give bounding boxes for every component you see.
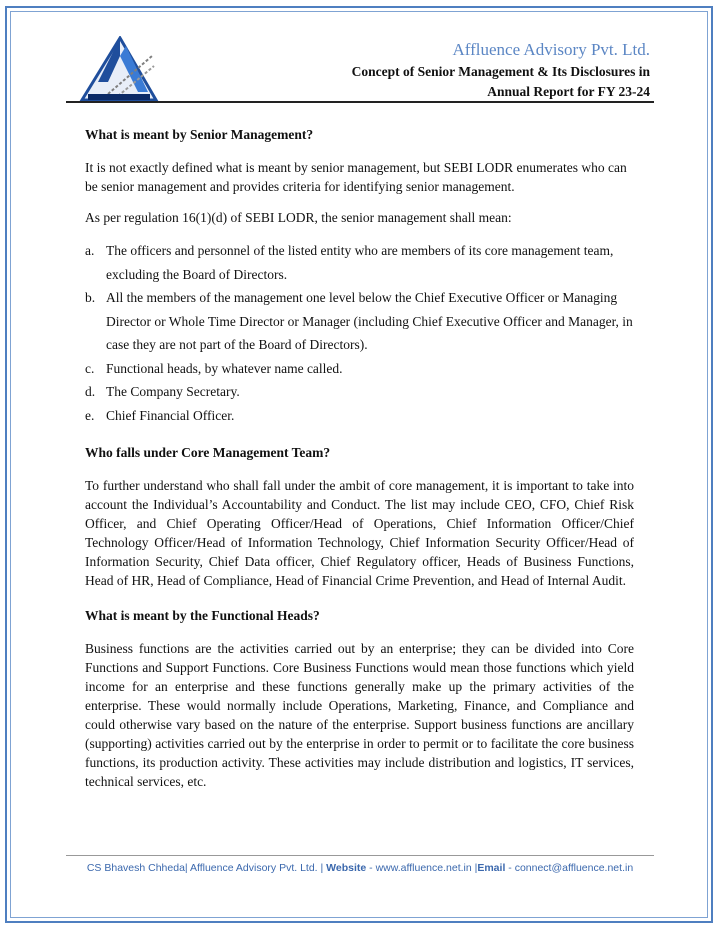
paragraph-intro: It is not exactly defined what is meant by senior management, but SEBI LODR enumerates who can be senior management and provides criteria for identifying senior management.	[85, 160, 627, 194]
section-heading-core-management: Who falls under Core Management Team?	[85, 445, 331, 460]
list-item-text: The Company Secretary.	[106, 384, 240, 399]
section-heading-senior-management: What is meant by Senior Management?	[85, 127, 314, 142]
footer-website-label: Website	[326, 862, 367, 874]
footer-author: CS Bhavesh Chheda| Affluence Advisory Pvt. Ltd. |	[86, 862, 327, 874]
header-company-name: Affluence Advisory Pvt. Ltd.	[452, 40, 650, 59]
list-marker: e.	[85, 407, 95, 423]
footer	[66, 862, 654, 874]
document-body	[85, 125, 634, 803]
header-title-line-1: Concept of Senior Management & Its Disclosures in	[351, 64, 650, 79]
footer-divider	[66, 855, 654, 856]
header-title-line-2: Annual Report for FY 23-24	[487, 84, 650, 99]
senior-management-list	[85, 239, 634, 427]
list-item	[85, 380, 634, 404]
footer-website-link[interactable]: - www.affluence.net.in |	[366, 862, 478, 874]
section-heading-functional-heads: What is meant by the Functional Heads?	[85, 608, 320, 623]
list-marker: d.	[85, 384, 96, 399]
list-item-text: All the members of the management one level below the Chief Executive Officer or Managing Director or Whole Time Director or Manager (including Chief Executive Officer and Manager, in case they are not part of the Board of Directors).	[106, 290, 633, 352]
paragraph-functional-heads: Business functions are the activities carried out by an enterprise; they can be divided into Core Functions and Support Functions. Core Business Functions would mean those functions which yield income for an enterprise and these functions generally make up the primary activities of the enterprise. These would normally include Operations, Marketing, Finance, and Compliance and could otherwise vary based on the nature of the enterprise. Support business functions are ancillary (supporting) activities carried out by the enterprise in order to permit or to facilitate the core business functions, its production activity. These activities may include distribution and logistics, IT services, technical services, etc.	[85, 641, 634, 789]
list-marker: b.	[85, 290, 96, 305]
list-item	[85, 286, 634, 357]
list-item-text: Chief Financial Officer.	[106, 407, 235, 423]
paragraph-core-management: To further understand who shall fall under the ambit of core management, it is important to take into account the Individual’s Accountability and Conduct. The list may include CEO, CFO, Chief Risk Officer, and Chief Operating Officer/Head of Operations, Chief Information Officer/Chief Technology Officer/Head of Information Technology, Chief Information Security Officer/Head of Information Security, Chief Data officer, Chief Regulatory officer, Heads of Business Functions, Head of HR, Head of Compliance, Head of Financial Crime Prevention, and Head of Internal Audit.	[85, 478, 634, 588]
footer-email-label: Email	[477, 862, 506, 874]
list-marker: a.	[85, 243, 95, 258]
header-divider	[66, 101, 654, 103]
footer-email-link[interactable]: - connect@affluence.net.in	[505, 862, 634, 874]
list-item-text: The officers and personnel of the listed entity who are members of its core management team, excluding the Board of Directors.	[106, 243, 614, 282]
list-item	[85, 357, 634, 381]
list-marker: c.	[85, 360, 95, 376]
list-item	[85, 239, 634, 286]
list-item	[85, 404, 634, 428]
paragraph-regulation: As per regulation 16(1)(d) of SEBI LODR, the senior management shall mean:	[85, 210, 512, 225]
company-logo-icon	[78, 36, 160, 104]
list-item-text: Functional heads, by whatever name called.	[106, 360, 343, 376]
